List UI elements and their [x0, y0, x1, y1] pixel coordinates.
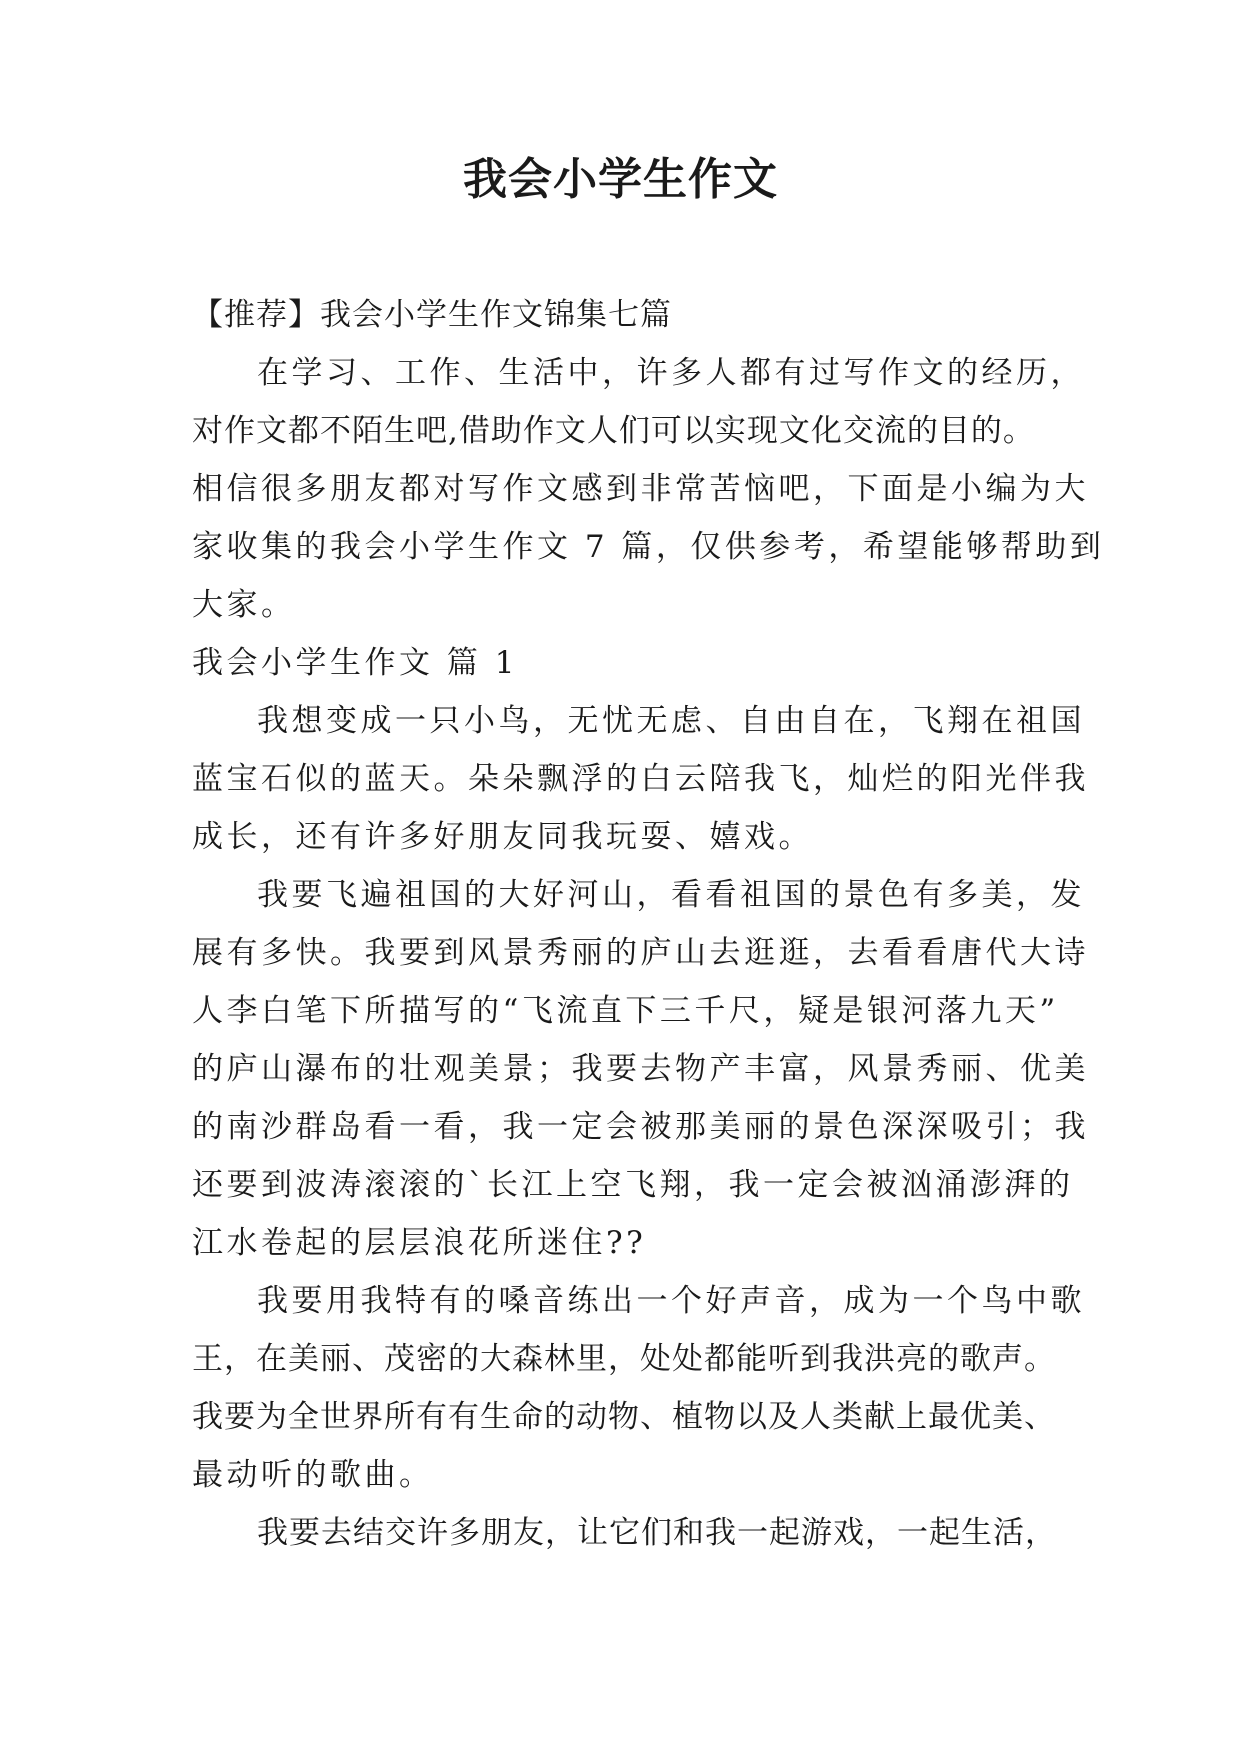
text-line: 我要去结交许多朋友，让它们和我一起游戏，一起生活，	[257, 1515, 1057, 1551]
text-line: 我要为全世界所有有生命的动物、植物以及人类献上最优美、	[192, 1399, 1056, 1435]
text-line: 展有多快。我要到风景秀丽的庐山去逛逛，去看看唐代大诗	[192, 935, 1089, 971]
text-line: 王，在美丽、茂密的大森林里，处处都能听到我洪亮的歌声。	[192, 1341, 1056, 1377]
text-line: 我要飞遍祖国的大好河山，看看祖国的景色有多美，发	[257, 877, 1085, 913]
document-title: 我会小学生作文	[463, 154, 778, 205]
text-line: 江水卷起的层层浪花所迷住??	[192, 1225, 647, 1261]
text-line: 对作文都不陌生吧,借助作文人们可以实现文化交流的目的。	[192, 413, 1035, 449]
text-line: 的庐山瀑布的壮观美景；我要去物产丰富，风景秀丽、优美	[192, 1051, 1089, 1087]
text-line: 我要用我特有的嗓音练出一个好声音，成为一个鸟中歌	[257, 1283, 1085, 1319]
text-line: 还要到波涛滚滚的`长江上空飞翔，我一定会被汹涌澎湃的	[192, 1167, 1074, 1203]
text-line: 【推荐】我会小学生作文锦集七篇	[192, 297, 672, 333]
text-line: 蓝宝石似的蓝天。朵朵飘浮的白云陪我飞，灿烂的阳光伴我	[192, 761, 1089, 797]
text-line: 我想变成一只小鸟，无忧无虑、自由自在，飞翔在祖国	[257, 703, 1085, 739]
text-line: 大家。	[192, 587, 296, 623]
text-line: 成长，还有许多好朋友同我玩耍、嬉戏。	[192, 819, 813, 855]
text-line: 家收集的我会小学生作文 7 篇，仅供参考，希望能够帮助到	[192, 529, 1105, 565]
text-line: 在学习、工作、生活中，许多人都有过写作文的经历，	[257, 355, 1085, 391]
text-line: 人李白笔下所描写的“飞流直下三千尺，疑是银河落九天”	[192, 993, 1059, 1029]
document-body	[192, 286, 1105, 1562]
text-line: 我会小学生作文 篇 1	[192, 645, 518, 681]
text-line: 的南沙群岛看一看，我一定会被那美丽的景色深深吸引；我	[192, 1109, 1089, 1145]
text-line: 最动听的歌曲。	[192, 1457, 434, 1493]
text-line: 相信很多朋友都对写作文感到非常苦恼吧，下面是小编为大	[192, 471, 1089, 507]
